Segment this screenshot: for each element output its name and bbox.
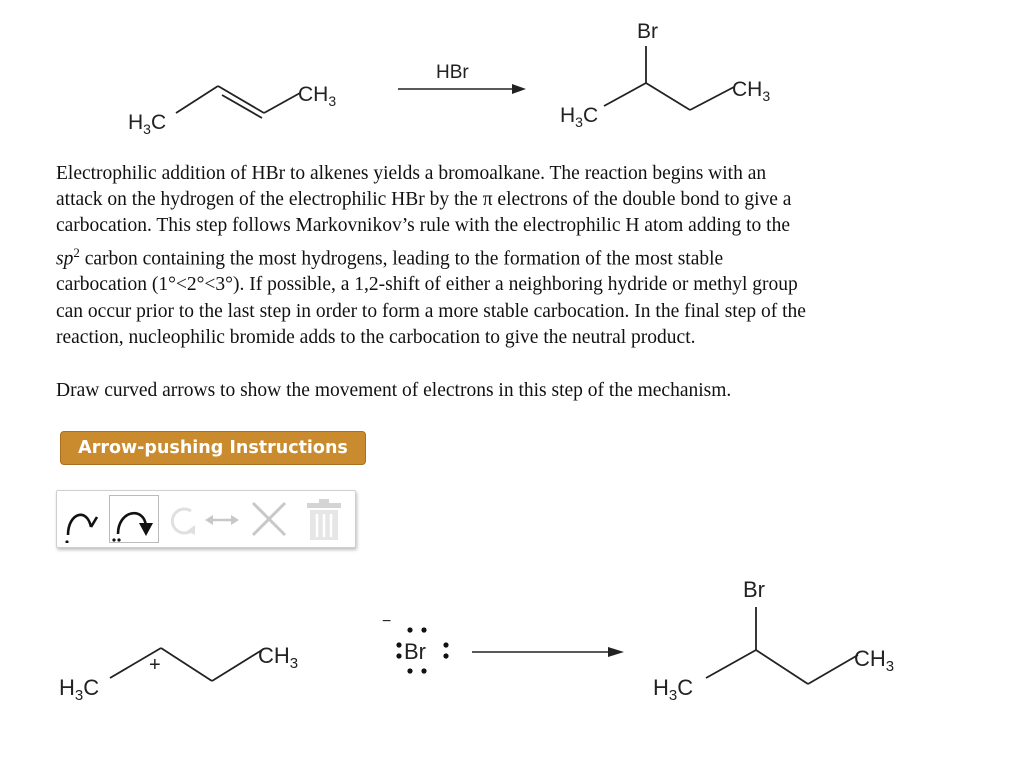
lone-pair-dot xyxy=(407,627,412,632)
description-line: can occur prior to the last step in order to form a more stable carbocation. In the final step of the xyxy=(56,300,806,322)
step-product-h3c-label: $H_3C$ xyxy=(653,675,694,704)
instruction-text: Draw curved arrows to show the movement of electrons in this step of the mechanism. xyxy=(56,380,732,401)
description-line: attack on the hydrogen of the electrophilic HBr by the π electrons of the double bond to give a xyxy=(56,189,792,211)
electron-pair-arrow-tool[interactable] xyxy=(109,495,159,543)
step-arrow xyxy=(472,647,624,657)
carbocation[interactable] xyxy=(59,643,298,704)
lone-pair-dot xyxy=(396,642,401,647)
step-product-ch3-label: $CH_3$ xyxy=(854,646,895,675)
clear-all-tool[interactable] xyxy=(299,495,349,543)
resonance-arrow-tool[interactable] xyxy=(201,495,243,543)
description-line: carbocation. This step follows Markovnikov’s rule with the electrophilic H atom adding to the xyxy=(56,215,790,237)
single-electron-arrow-icon xyxy=(61,495,107,543)
step-product-br-label: Br xyxy=(743,577,765,602)
h3c-subscript: 3 xyxy=(143,121,151,137)
lone-pair-dot xyxy=(407,668,412,673)
arrow-tool-palette xyxy=(56,490,356,548)
reaction-scheme xyxy=(0,0,1024,150)
delete-tool[interactable] xyxy=(243,495,295,543)
reactant-h3c-label: $H_3C$ xyxy=(128,111,167,137)
sp-term: sp xyxy=(56,248,74,270)
electron-pair-arrow-icon xyxy=(110,496,158,542)
carbocation-h3c-label: $H_3C$ xyxy=(59,675,100,704)
description-line: reaction, nucleophilic bromide adds to the carbocation to give the neutral product. xyxy=(56,326,696,348)
carbocation-ch3-label: $CH_3$ xyxy=(258,643,299,672)
negative-charge: − xyxy=(382,613,392,630)
sp-superscript: 2 xyxy=(73,244,80,260)
close-icon xyxy=(243,495,295,543)
mechanism-step xyxy=(0,560,1024,730)
lone-pair-dot xyxy=(443,653,448,658)
bromide-symbol: Br xyxy=(404,639,426,664)
product-bromoalkane xyxy=(560,20,770,130)
double-headed-arrow-icon xyxy=(201,495,243,543)
reagent-label: HBr xyxy=(436,62,469,83)
reactant-ch3-label: $CH_3$ xyxy=(298,83,337,109)
description-line: carbocation (1°<2°<3°). If possible, a 1,2-shift of either a neighboring hydride or methyl group xyxy=(56,274,798,296)
arrow-pushing-instructions-button[interactable]: Arrow-pushing Instructions xyxy=(60,431,366,465)
description-line-sp2: $sp^2$ carbon containing the most hydrogens, leading to the formation of the most stable xyxy=(56,244,724,270)
lone-pair-dot xyxy=(443,642,448,647)
reactant-alkene xyxy=(128,83,336,137)
reagent-arrow xyxy=(398,62,526,94)
product-br-label: Br xyxy=(637,20,658,43)
product-ch3-label: $CH_3$ xyxy=(732,78,771,104)
lone-pair-dot xyxy=(396,653,401,658)
trash-icon xyxy=(299,495,349,543)
rotate-tool[interactable] xyxy=(161,495,201,543)
description-paragraph xyxy=(56,161,976,351)
step-product xyxy=(653,577,894,704)
positive-charge: + xyxy=(149,654,161,676)
rotate-icon xyxy=(161,495,201,543)
single-electron-arrow-tool[interactable] xyxy=(61,495,107,543)
description-line: Electrophilic addition of HBr to alkenes yields a bromoalkane. The reaction begins with an xyxy=(56,163,767,184)
lone-pair-dot xyxy=(421,627,426,632)
bromide-ion[interactable] xyxy=(382,613,449,674)
product-h3c-label: $H_3C$ xyxy=(560,104,599,130)
lone-pair-dot xyxy=(421,668,426,673)
